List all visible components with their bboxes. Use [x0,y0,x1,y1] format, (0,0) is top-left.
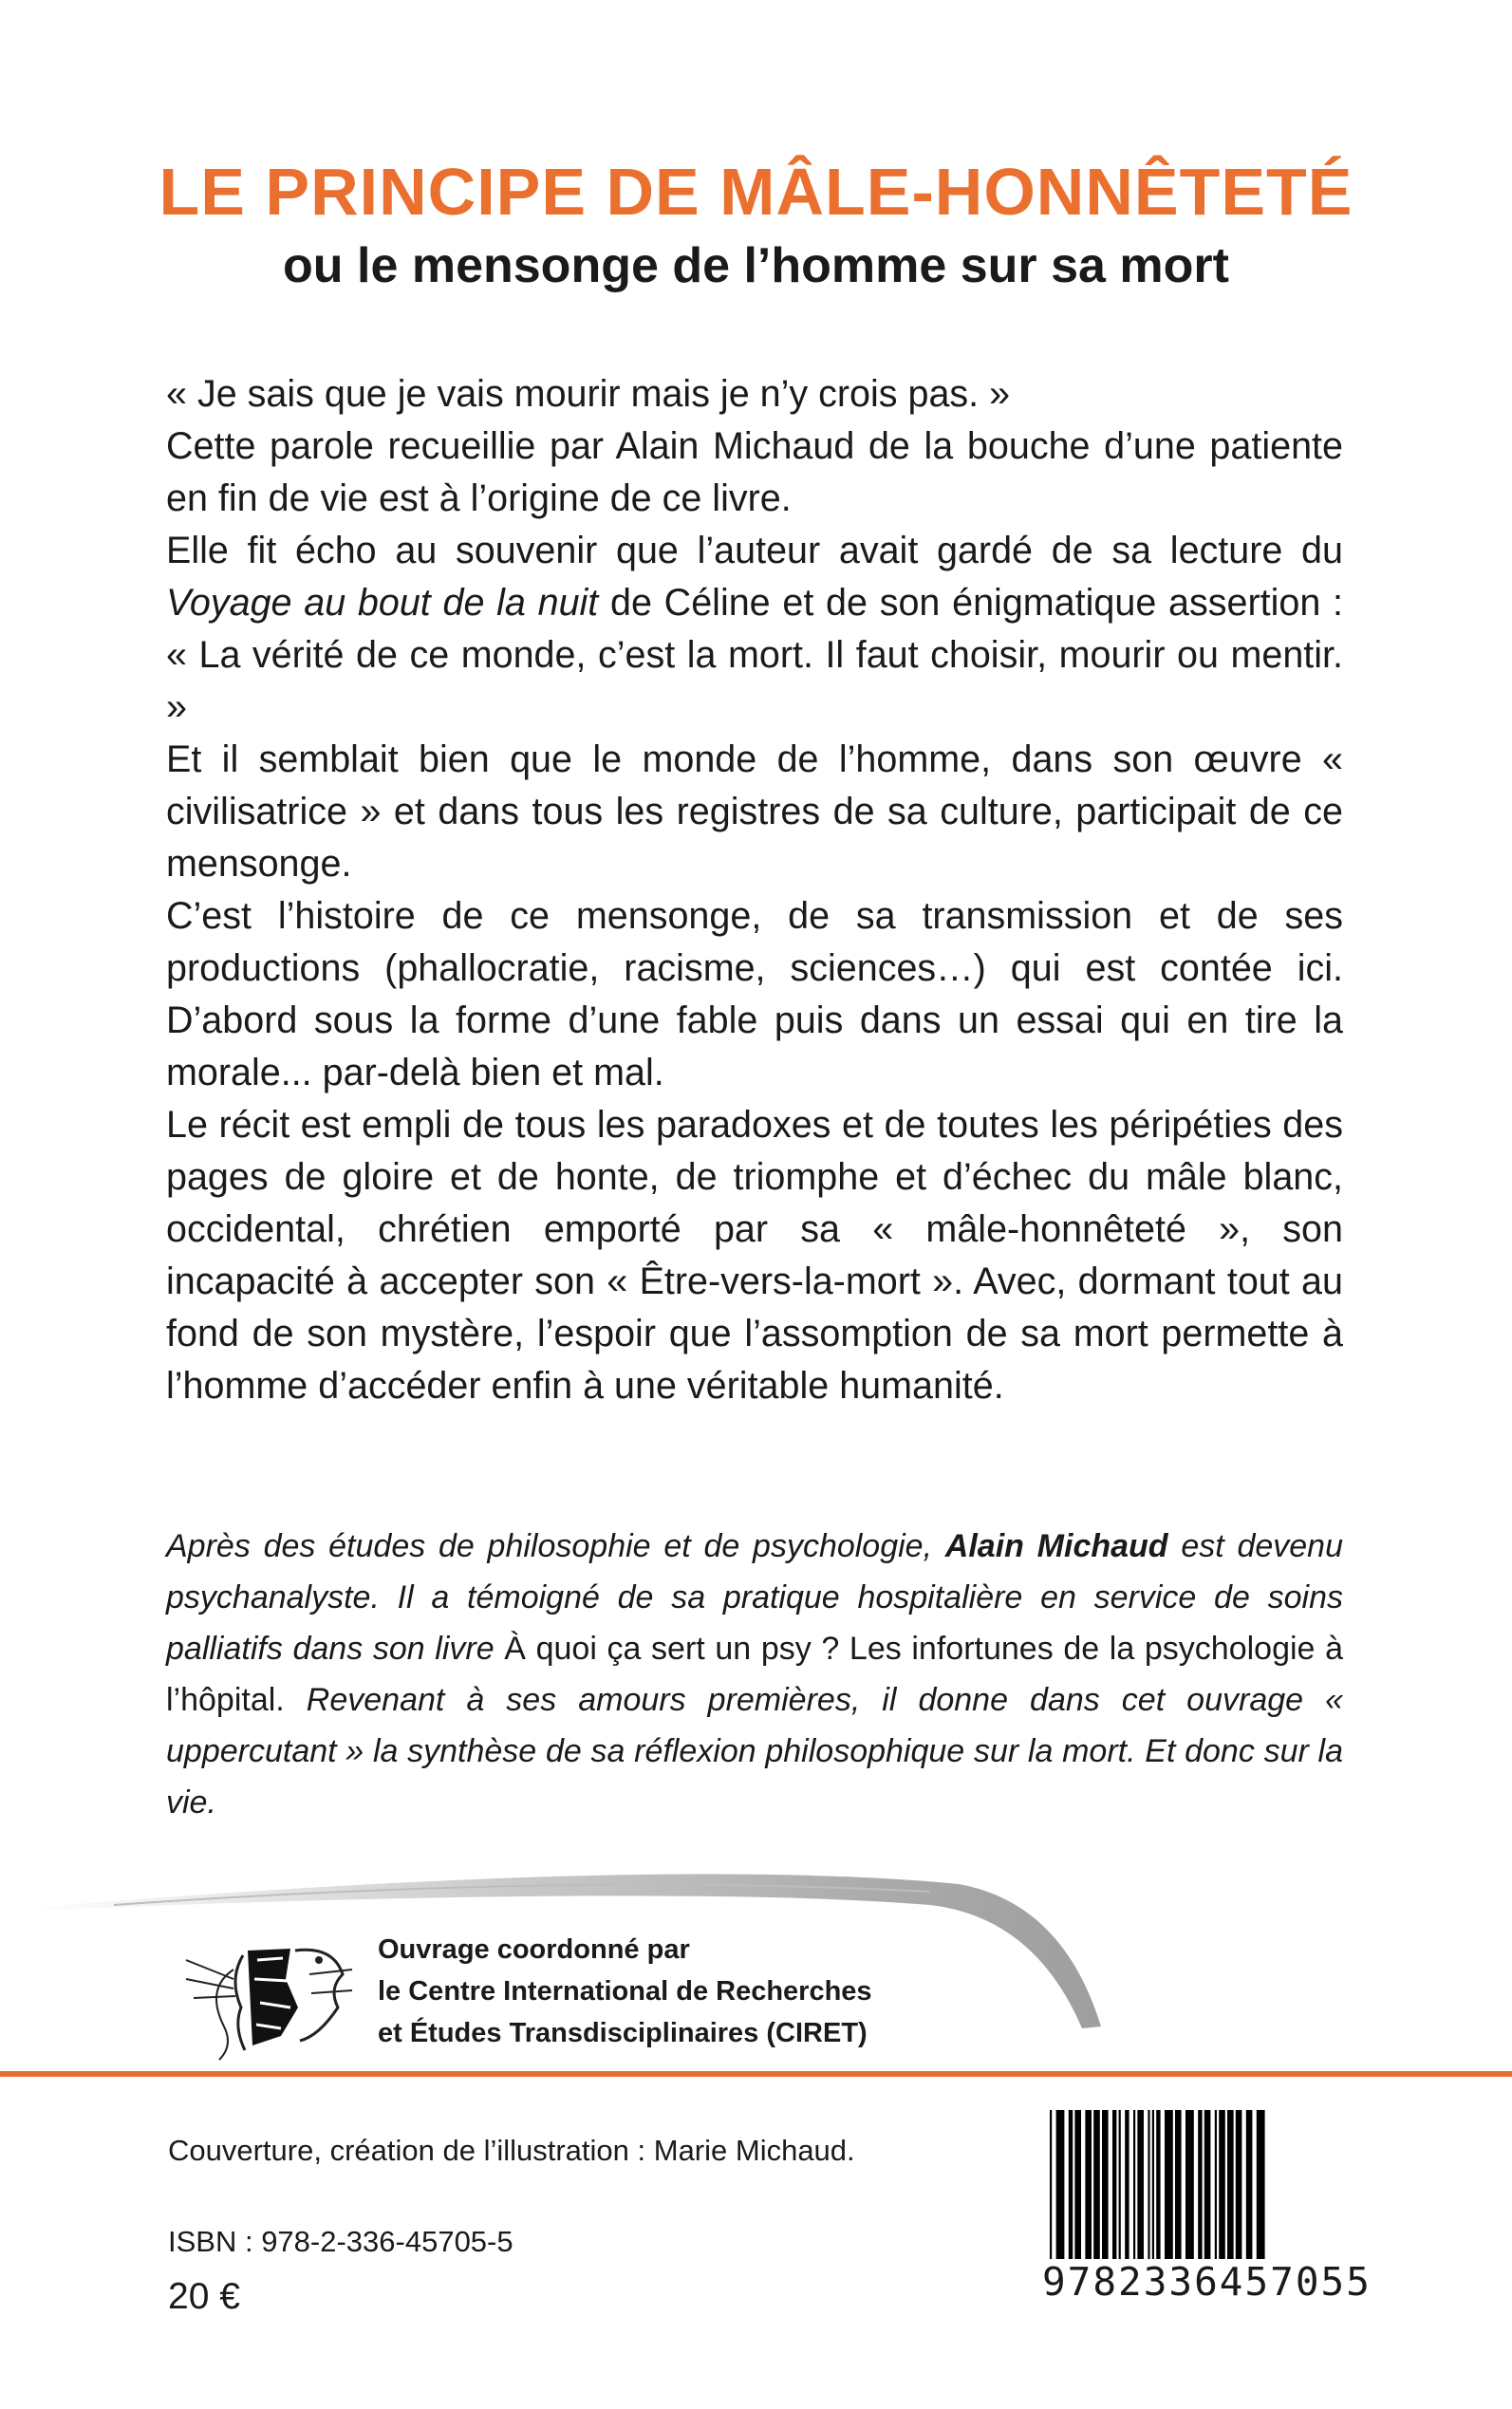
barcode-bar [1156,2110,1160,2262]
barcode-bar [1165,2110,1173,2262]
orange-divider [0,2071,1512,2077]
barcode-bar [1085,2110,1092,2262]
barcode-bar [1125,2110,1129,2262]
barcode-bar [1219,2110,1225,2262]
barcode-bar [1152,2110,1154,2262]
publisher-line: et Études Transdisciplinaires (CIRET) [378,2018,868,2048]
barcode-bar [1227,2110,1234,2262]
barcode-bar [1148,2110,1149,2262]
blurb-text: de Céline et de son énigmatique assertion : « La vérité de ce monde, c’est la mort. Il faut choisir, mourir ou mentir. » [166,582,1344,728]
publisher-line: le Centre International de Recherches [378,1976,872,2007]
author-bio [166,1521,1343,1828]
publisher-block [378,1929,872,2054]
book-title: LE PRINCIPE DE MÂLE-HONNÊTETÉ [159,155,1353,229]
blurb-paragraph: Cette parole recueillie par Alain Michaud de la bouche d’une patiente en fin de vie est à l’origine de ce livre. [166,425,1343,519]
bio-text: est devenu psychanalyste. Il a témoigné de sa pratique hospitalière en service de soins palliatifs dans son livre [166,1528,1343,1667]
bio-text: Après des études de philosophie et de psychologie, [166,1528,945,1564]
barcode-number: 9782336457055 [1042,2259,1372,2305]
book-subtitle: ou le mensonge de l’homme sur sa mort [283,238,1229,293]
isbn: ISBN : 978-2-336-45705-5 [168,2225,513,2258]
barcode-bar [1074,2110,1081,2262]
previous-book-title: À quoi ça sert un psy ? Les infortunes de la psychologie à l’hôpital. [166,1631,1343,1718]
blurb-quote: « Je sais que je vais mourir mais je n’y crois pas. » [166,373,1011,415]
barcode-bar [1093,2110,1100,2262]
barcode-bar [1133,2110,1135,2262]
barcode-bar [1119,2110,1121,2262]
barcode-bar [1112,2110,1116,2262]
barcode-bar [1137,2110,1144,2262]
cited-book-title: Voyage au bout de la nuit [166,582,599,624]
blurb-text: Elle fit écho au souvenir que l’auteur avait gardé de sa lecture du [166,530,1343,571]
blurb-paragraph [166,525,1343,734]
price: 20 € [168,2276,240,2317]
barcode-bar [1215,2110,1217,2262]
blurb-paragraph: Et il semblait bien que le monde de l’homme, dans son œuvre « civilisatrice » et dans tous les registres de sa culture, participait de ce mensonge. [166,738,1343,885]
barcode-bar [1236,2110,1242,2262]
back-cover-blurb [166,368,1343,1412]
author-name: Alain Michaud [944,1528,1168,1564]
bio-text: Revenant à ses amours premières, il donne dans cet ouvrage « uppercutant » la synthèse de sa réflexion philosophique sur la mort. Et donc sur la vie. [166,1682,1343,1821]
barcode-bar [1069,2110,1073,2262]
blurb-paragraph: C’est l’histoire de ce mensonge, de sa transmission et de ses productions (phallocratie, racisme, sciences…) qui est contée ici. D’abord sous la forme d’une fable puis dans un essai qui en tire la morale... par-delà bien et mal. [166,895,1343,1093]
publisher-line: Ouvrage coordonné par [378,1934,690,1965]
barcode-bar [1204,2110,1211,2262]
blurb-paragraph: Le récit est empli de tous les paradoxes et de toutes les péripéties des pages de gloire et de honte, de triomphe et d’échec du mâle blanc, occidental, chrétien emporté par sa « mâle-honnêteté », son incapacité à accepter son « Être-vers-la-mort ». Avec, dormant tout au fond de son mystère, l’espoir que l’assomption de sa mort permette à l’homme d’accéder enfin à une véritable humanité. [166,1104,1343,1407]
barcode-bar [1102,2110,1109,2262]
barcode-bar [1185,2110,1194,2262]
barcode-bar [1175,2110,1182,2262]
ciret-logo [177,1922,357,2064]
cover-credit: Couverture, création de l’illustration : Marie Michaud. [168,2134,855,2167]
barcode-bar [1198,2110,1202,2262]
